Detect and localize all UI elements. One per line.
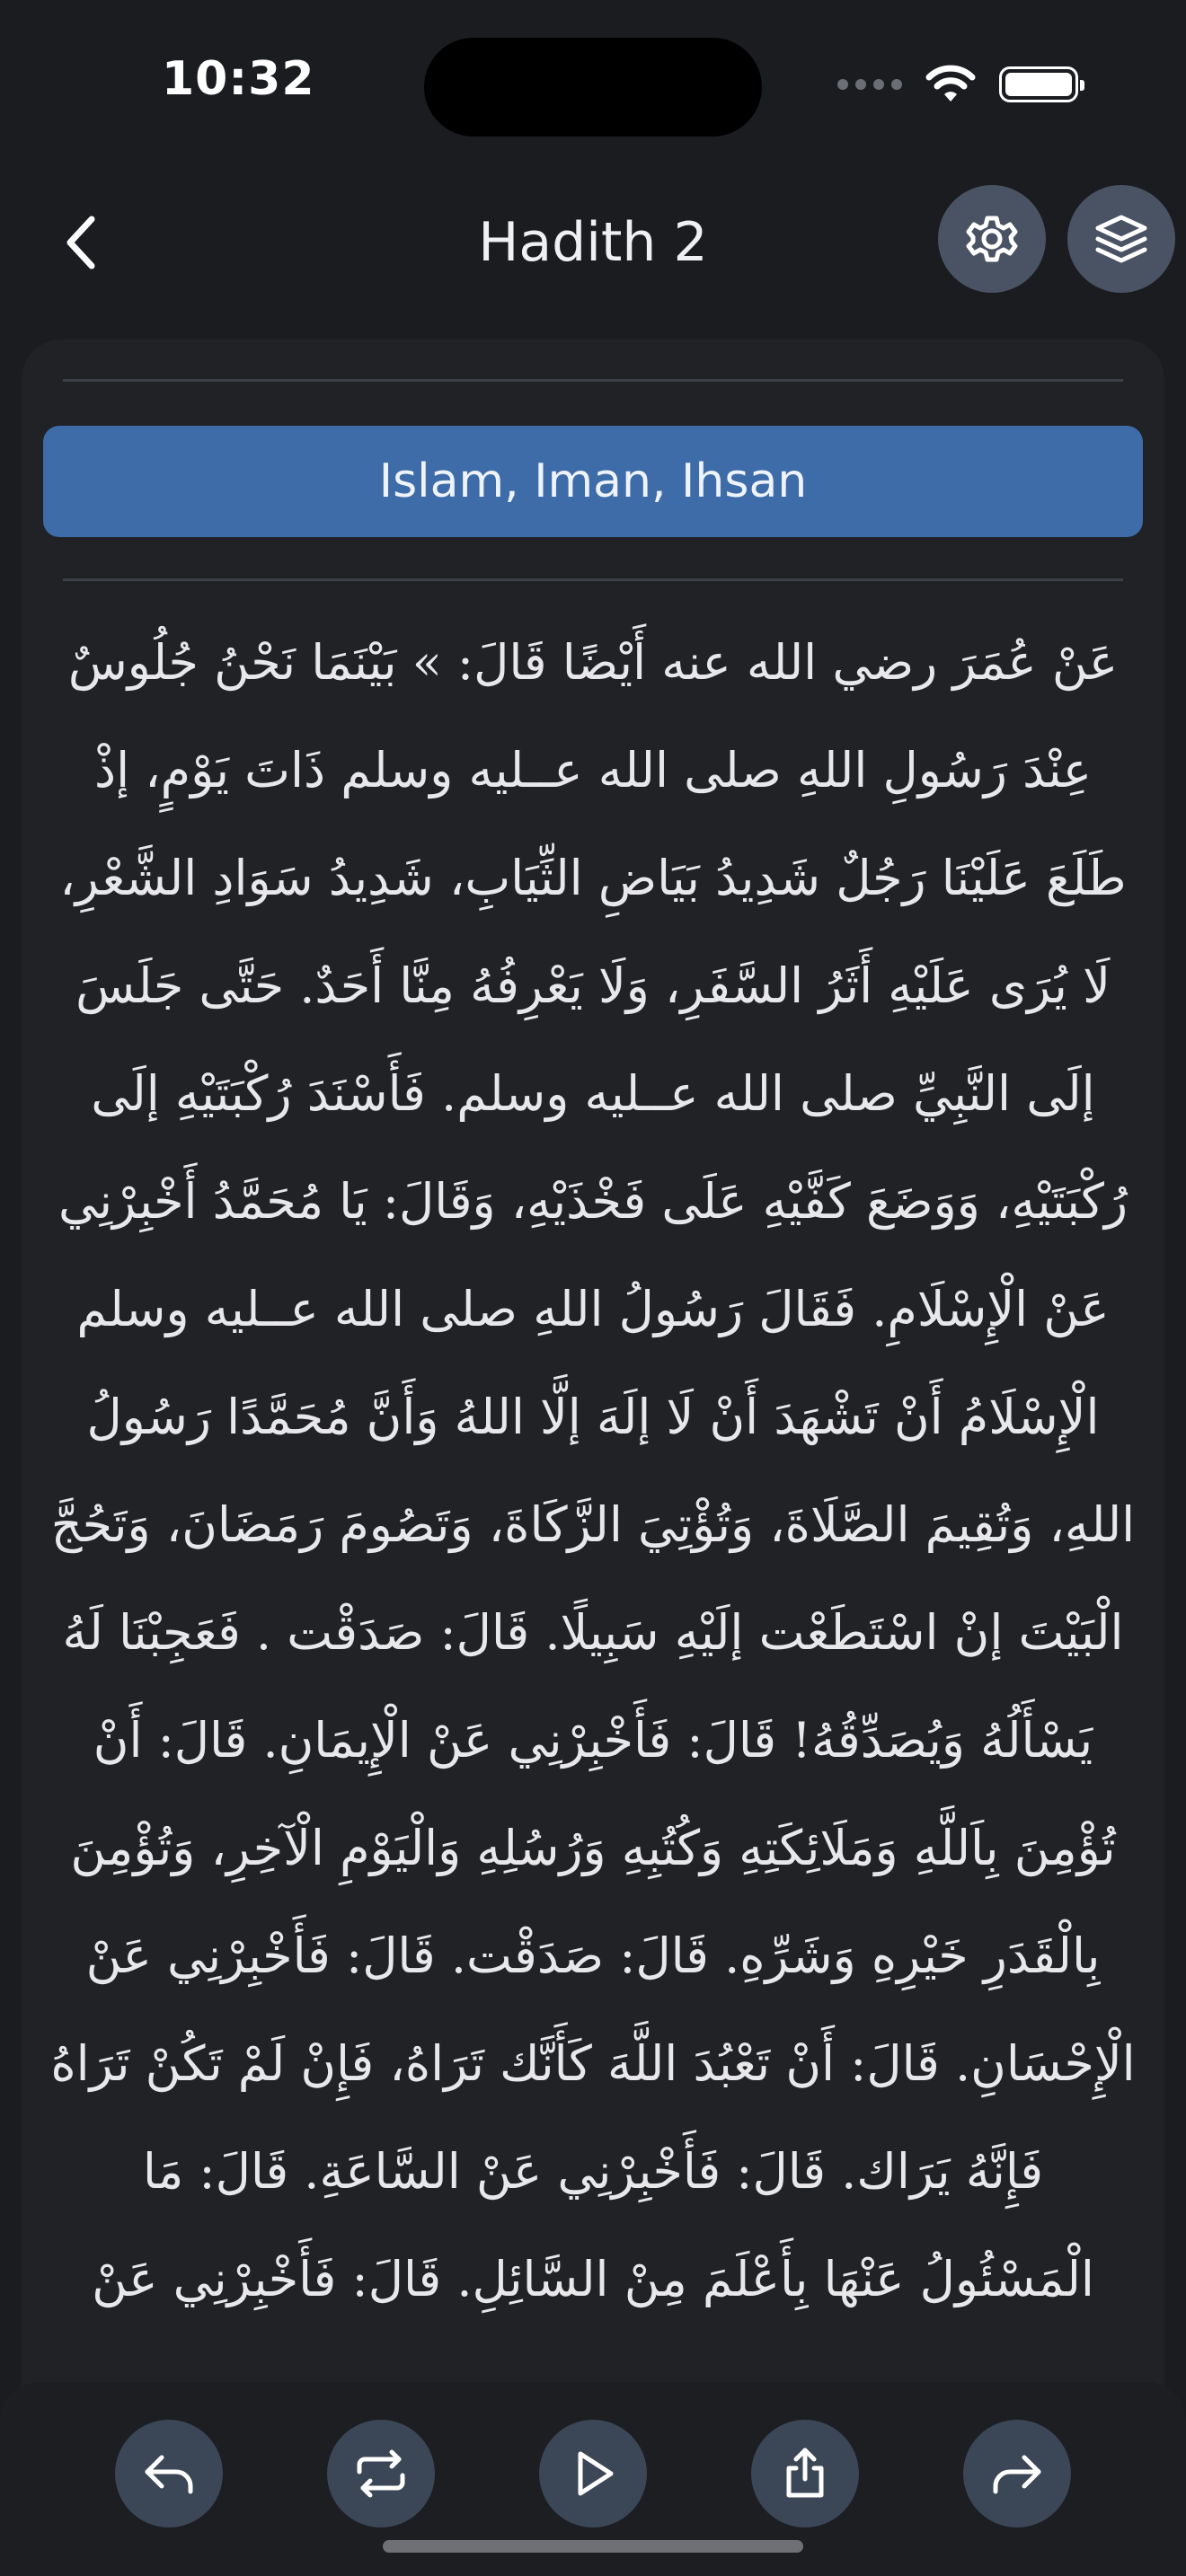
page-title: Hadith 2 <box>478 211 708 274</box>
battery-icon <box>999 66 1078 102</box>
divider <box>63 379 1123 382</box>
layers-button[interactable] <box>1067 185 1175 293</box>
topic-banner: Islam, Iman, Ihsan <box>43 426 1143 537</box>
wifi-icon <box>925 65 976 104</box>
repeat-button[interactable] <box>327 2420 435 2527</box>
divider <box>63 578 1123 581</box>
home-indicator[interactable] <box>383 2540 803 2553</box>
reply-button[interactable] <box>115 2420 223 2527</box>
share-icon <box>776 2445 834 2502</box>
settings-button[interactable] <box>938 185 1046 293</box>
nav-bar <box>0 180 1186 305</box>
forward-button[interactable] <box>963 2420 1071 2527</box>
cellular-signal-icon <box>837 79 902 90</box>
hadith-card <box>22 340 1164 2405</box>
share-button[interactable] <box>751 2420 859 2527</box>
forward-icon <box>988 2445 1046 2502</box>
layers-icon <box>1093 210 1150 268</box>
bottom-toolbar <box>0 2382 1186 2576</box>
status-time: 10:32 <box>162 52 315 106</box>
status-icons <box>837 65 1078 104</box>
gear-icon <box>963 210 1021 268</box>
hadith-arabic-text: عَنْ عُمَرَ رضي الله عنه أَيْضًا قَالَ: » بَيْنَمَا نَحْنُ جُلُوسٌ عِنْدَ رَسُولِ اللهِ صلى الله عــليه وسلم ذَاتَ يَوْمٍ، إذْ طَلَعَ عَلَيْنَا رَجُلٌ شَدِيدُ بَيَاضِ الثِّيَابِ، شَدِيدُ سَوَادِ الشَّعْرِ، لَا يُرَى عَلَيْهِ أَثَرُ السَّفَرِ، وَلَا يَعْرِفُهُ مِنَّا أَحَدٌ. حَتَّى جَلَسَ إلَى النَّبِيِّ صلى الله عــليه وسلم. فَأَسْنَدَ رُكْبَتَيْهِ إلَى رُكْبَتَيْهِ، وَوَضَعَ كَفَّيْهِ عَلَى فَخْذَيْهِ، وَقَالَ: يَا مُحَمَّدُ أَخْبِرْنِي عَنْ الْإِسْلَامِ. فَقَالَ رَسُولُ اللهِ صلى الله عــليه وسلم الْإِسْلَامُ أَنْ تَشْهَدَ أَنْ لَا إلَهَ إلَّا اللهُ وَأَنَّ مُحَمَّدًا رَسُولُ اللهِ، وَتُقِيمَ الصَّلَاةَ، وَتُؤْتِيَ الزَّكَاةَ، وَتَصُومَ رَمَضَانَ، وَتَحُجَّ الْبَيْتَ إنْ اسْتَطَعْت إلَيْهِ سَبِيلًا. قَالَ: صَدَقْت . فَعَجِبْنَا لَهُ يَسْأَلُهُ وَيُصَدِّقُهُ! قَالَ: فَأَخْبِرْنِي عَنْ الْإِيمَانِ. قَالَ: أَنْ تُؤْمِنَ بِاَللَّهِ وَمَلَائِكَتِهِ وَكُتُبِهِ وَرُسُلِهِ وَالْيَوْمِ الْآخِرِ، وَتُؤْمِنَ بِالْقَدَرِ خَيْرِهِ وَشَرِّهِ. قَالَ: صَدَقْت. قَالَ: فَأَخْبِرْنِي عَنْ الْإِحْسَانِ. قَالَ: أَنْ تَعْبُدَ اللَّهَ كَأَنَّك تَرَاهُ، فَإِنْ لَمْ تَكُنْ تَرَاهُ فَإِنَّهُ يَرَاك. قَالَ: فَأَخْبِرْنِي عَنْ السَّاعَةِ. قَالَ: مَا الْمَسْئُولُ عَنْهَا بِأَعْلَمَ مِنْ السَّائِلِ. قَالَ: فَأَخْبِرْنِي عَنْ <box>50 634 1136 2307</box>
repeat-icon <box>352 2445 410 2502</box>
reply-icon <box>140 2445 198 2502</box>
status-bar <box>0 0 1186 171</box>
play-button[interactable] <box>539 2420 647 2527</box>
play-icon <box>564 2445 622 2502</box>
dynamic-island <box>424 38 762 137</box>
